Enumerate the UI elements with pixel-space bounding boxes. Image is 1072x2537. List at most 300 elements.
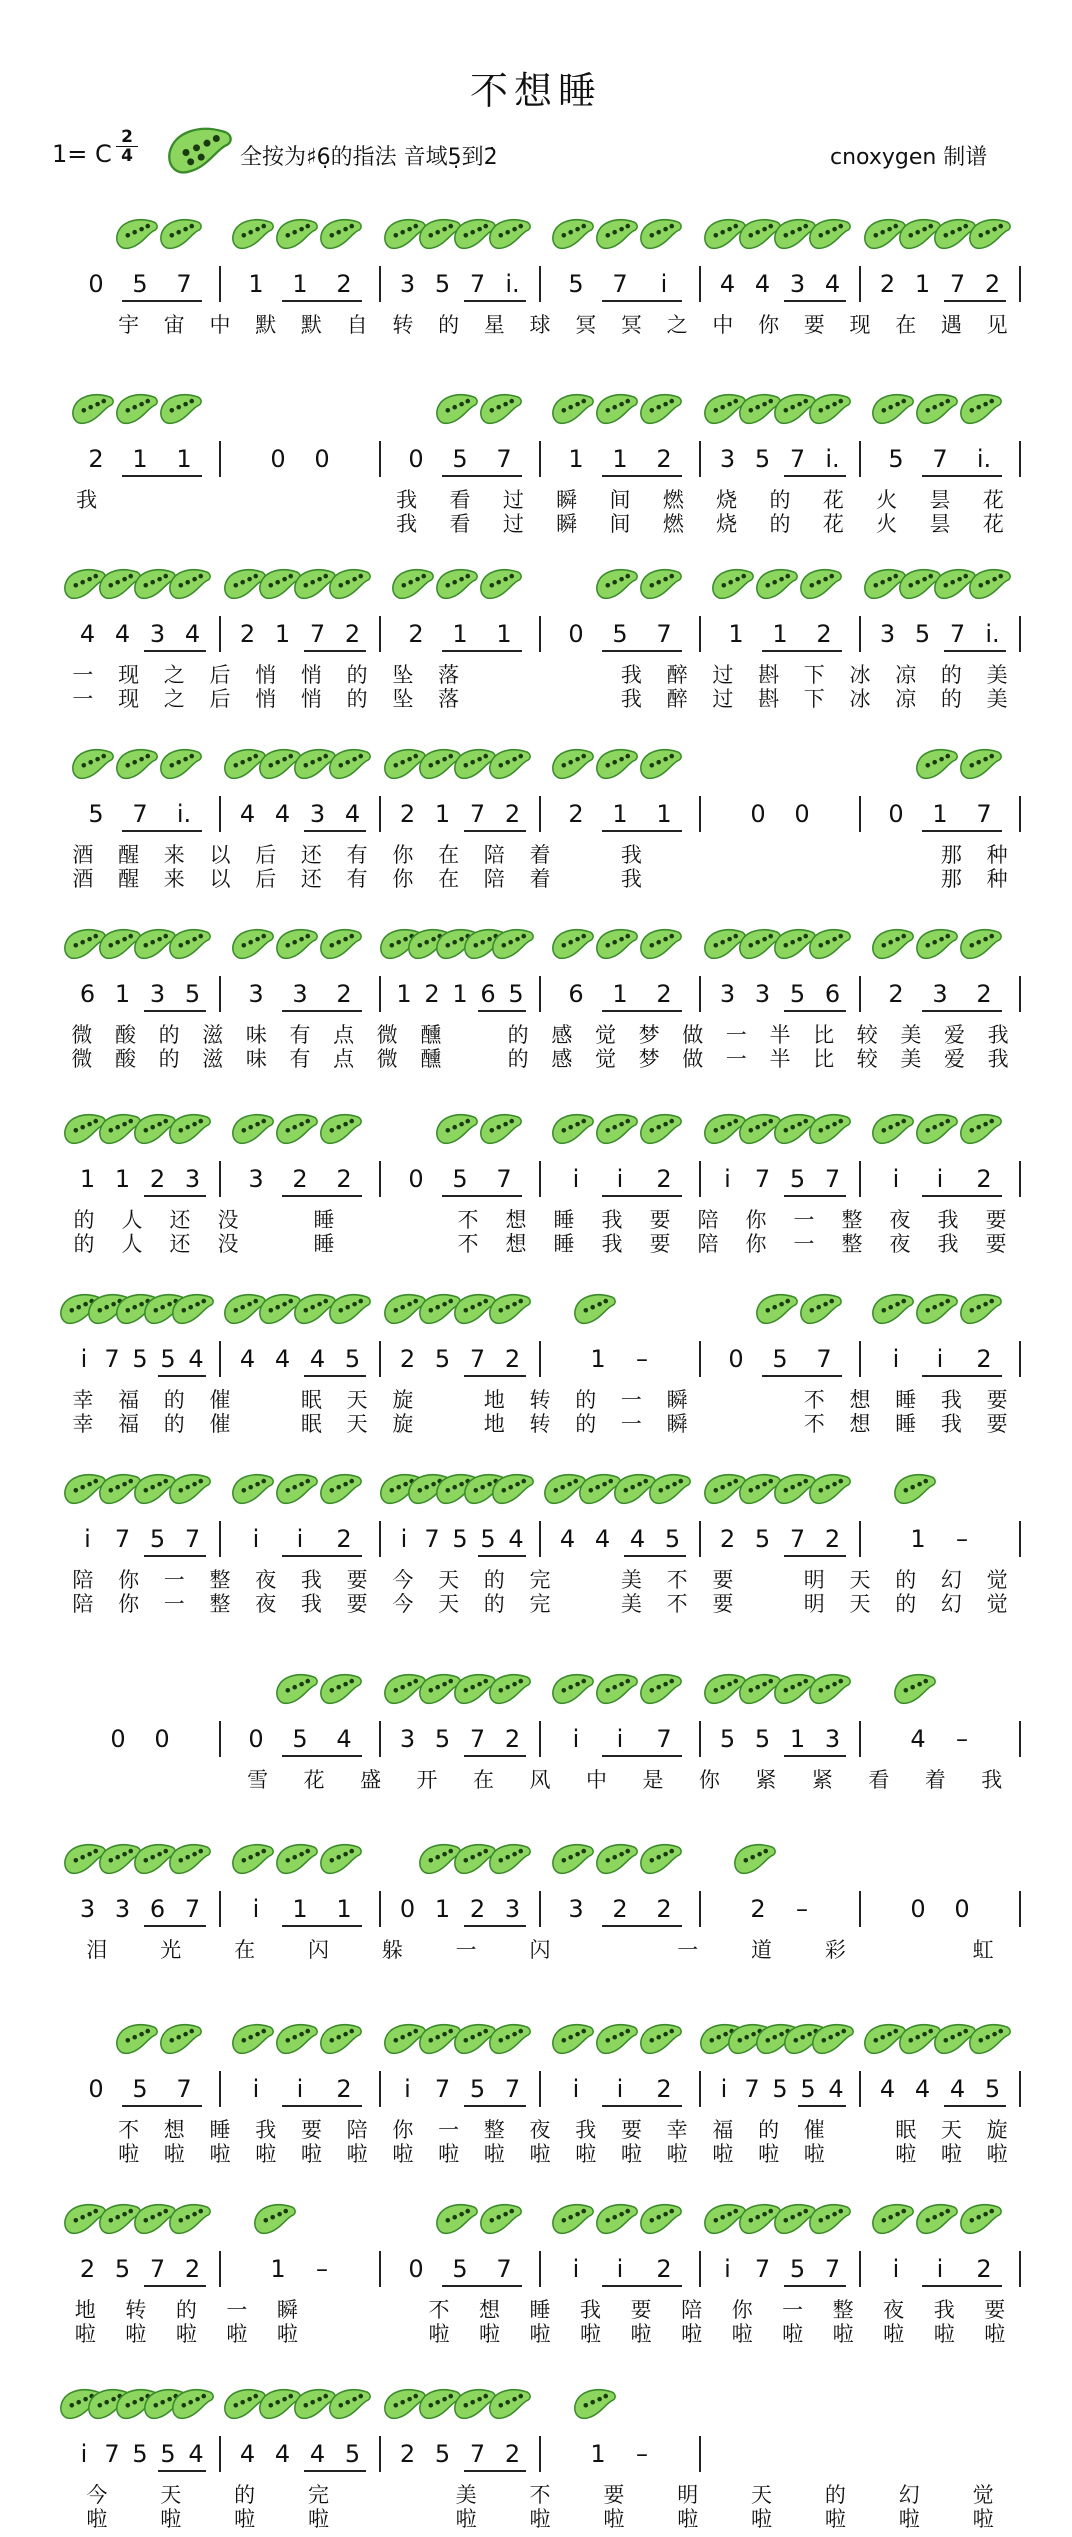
note: 2 [504, 800, 521, 828]
note: 7 [932, 445, 948, 473]
lyric-line-1: 默 [255, 313, 277, 337]
note: 4 [828, 2075, 844, 2103]
ocarina-icon [327, 1285, 373, 1331]
lyric-line-1: 一 [72, 663, 94, 687]
note: 4 [239, 800, 256, 828]
note: 2 [88, 445, 104, 473]
score-row [0, 1825, 1072, 1985]
note: 2 [504, 1725, 521, 1753]
ocarina-icon [165, 118, 235, 180]
lyric-line-1: 球 [529, 313, 551, 337]
note: 7 [496, 2255, 512, 2283]
note: 1 [612, 980, 628, 1008]
beam-line [922, 475, 1002, 477]
lyric-line-1: 虹 [972, 1938, 994, 1962]
lyric-line-1: 要 [985, 1208, 1007, 1232]
lyric-line-1: 花 [822, 488, 844, 512]
lyric-line-2: 啦 [575, 2142, 597, 2166]
lyric-line-1: 要 [986, 1388, 1008, 1412]
lyric-line-1: 着 [924, 1768, 946, 1792]
ocarina-icon [550, 1665, 596, 1711]
lyric-line-1: 眠 [895, 2118, 917, 2142]
lyric-line-1: 要 [603, 2483, 625, 2507]
page-title: 不想睡 [469, 69, 602, 113]
lyric-line-2: 啦 [209, 2142, 231, 2166]
note: 7 [114, 1525, 131, 1553]
beam-line [602, 830, 682, 832]
note: 2 [656, 1165, 672, 1193]
beam-line [602, 1195, 682, 1197]
ocarina-icon [807, 1105, 853, 1151]
ocarina-icon [167, 2195, 213, 2241]
note: i [80, 1345, 88, 1373]
note: 7 [469, 1725, 486, 1753]
barline [539, 1341, 541, 1377]
lyric-line-1: 凉 [895, 663, 917, 687]
note: 3 [184, 1165, 201, 1193]
note: 5 [184, 980, 201, 1008]
ocarina-icon [914, 2195, 960, 2241]
note: 7 [656, 1725, 672, 1753]
lyric-line-1: 冥 [620, 313, 642, 337]
note: 5 [789, 1165, 806, 1193]
lyric-line-1: 有 [289, 1023, 311, 1047]
note: 4 [879, 2075, 896, 2103]
note: 7 [104, 1345, 120, 1373]
lyric-line-2: 啦 [824, 2507, 846, 2531]
note: 5 [434, 1345, 451, 1373]
lyric-line-2: 啦 [712, 2142, 734, 2166]
note: 3 [719, 980, 736, 1008]
lyric-line-1: 之 [163, 663, 185, 687]
note: 3 [719, 445, 736, 473]
note: 1 [590, 1345, 606, 1373]
beam-line [282, 1010, 362, 1012]
beam-line [784, 2285, 846, 2287]
note: 3 [824, 1725, 841, 1753]
lyric-line-1: 醒 [118, 843, 140, 867]
key-signature: 1= C [52, 140, 112, 168]
ocarina-icon [170, 2380, 216, 2426]
lyric-line-1: 还 [300, 843, 322, 867]
ocarina-icon [318, 210, 364, 256]
ocarina-icon [167, 920, 213, 966]
note: 1 [932, 800, 948, 828]
note: 0 [270, 445, 286, 473]
lyric-line-2: 啦 [972, 2507, 994, 2531]
lyric-line-1: 我 [575, 2118, 597, 2142]
note: 3 [789, 270, 806, 298]
beam-line [464, 1755, 526, 1757]
beam-line [304, 1375, 366, 1377]
lyric-line-1: 我 [620, 663, 642, 687]
barline [219, 266, 221, 302]
beam-line [784, 475, 846, 477]
lyric-line-1: 我 [940, 1388, 962, 1412]
note: 3 [79, 1895, 96, 1923]
score-row [0, 375, 1072, 535]
barline [859, 1891, 861, 1927]
lyric-line-1: 整 [841, 1208, 863, 1232]
lyric-line-1: 不 [803, 1388, 825, 1412]
lyric-line-2: 味 [245, 1047, 267, 1071]
ocarina-icon [958, 1285, 1004, 1331]
ocarina-icon [478, 560, 524, 606]
ocarina-icon [390, 560, 436, 606]
beam-line [282, 1195, 362, 1197]
lyric-line-2: 有 [289, 1047, 311, 1071]
lyric-line-2: 一 [163, 1592, 185, 1616]
note: 1 [496, 620, 512, 648]
lyric-line-2: 陪 [72, 1592, 94, 1616]
note: 2 [816, 620, 832, 648]
ocarina-icon [870, 1285, 916, 1331]
note: 4 [274, 800, 291, 828]
note: i [616, 2075, 624, 2103]
lyric-line-1: 燃 [662, 488, 684, 512]
lyric-line-1: 今 [86, 2483, 108, 2507]
lyric-line-1: 后 [209, 663, 231, 687]
ocarina-icon [478, 1105, 524, 1151]
ocarina-icon [638, 740, 684, 786]
lyric-line-1: 紧 [811, 1768, 833, 1792]
note: 6 [568, 980, 584, 1008]
note: 7 [469, 2440, 486, 2468]
lyric-line-1: 你 [392, 2118, 414, 2142]
ocarina-icon [318, 1665, 364, 1711]
barline [699, 976, 701, 1012]
note: 0 [88, 2075, 104, 2103]
lyric-line-1: 明 [803, 1568, 825, 1592]
ocarina-icon [550, 1835, 596, 1881]
lyric-line-2: 啦 [677, 2507, 699, 2531]
barline [379, 266, 381, 302]
note: 0 [750, 800, 766, 828]
ocarina-icon [798, 1285, 844, 1331]
note: 4 [274, 2440, 291, 2468]
ocarina-icon [114, 740, 160, 786]
note: 2 [149, 1165, 166, 1193]
lyric-line-2: 昙 [929, 512, 951, 536]
note: 1 [452, 620, 468, 648]
beam-line [122, 830, 202, 832]
barline [219, 2071, 221, 2107]
note: 5 [719, 1725, 736, 1753]
lyric-line-1: 现 [849, 313, 871, 337]
lyric-line-2: 美 [900, 1047, 922, 1071]
note: 4 [336, 1725, 352, 1753]
note: i [80, 2440, 88, 2468]
lyric-line-1: 幻 [940, 1568, 962, 1592]
note: 1 [590, 2440, 606, 2468]
note: 3 [248, 980, 264, 1008]
ocarina-icon [114, 210, 160, 256]
note: 2 [976, 1165, 992, 1193]
credit: cnoxygen 制谱 [830, 145, 988, 170]
note: – [956, 1725, 968, 1753]
barline [219, 2251, 221, 2287]
ocarina-icon [870, 2195, 916, 2241]
note: 7 [824, 1165, 841, 1193]
score-row [0, 910, 1072, 1070]
lyric-line-2: 觉 [594, 1047, 616, 1071]
lyric-line-1: 盛 [360, 1768, 382, 1792]
barline [539, 2436, 541, 2472]
note: 5 [132, 2440, 148, 2468]
barline [699, 2251, 701, 2287]
lyric-line-2: 陪 [697, 1232, 719, 1256]
barline [699, 1341, 701, 1377]
lyric-line-2: 看 [449, 512, 471, 536]
lyric-line-2: 感 [551, 1047, 573, 1071]
ocarina-icon [252, 2195, 298, 2241]
lyric-line-1: 转 [529, 1388, 551, 1412]
lyric-line-1: 一 [793, 1208, 815, 1232]
note: – [636, 1345, 648, 1373]
note: 0 [954, 1895, 970, 1923]
ocarina-icon [70, 385, 116, 431]
barline [699, 266, 701, 302]
lyric-line-1: 在 [234, 1938, 256, 1962]
lyric-line-1: 一 [163, 1568, 185, 1592]
lyric-line-2: 想 [505, 1232, 527, 1256]
beam-line [478, 1010, 526, 1012]
lyric-line-1: 觉 [594, 1023, 616, 1047]
note: 2 [344, 620, 361, 648]
lyric-line-1: 想 [478, 2298, 500, 2322]
lyric-line-2: 啦 [74, 2322, 96, 2346]
lyric-line-1: 间 [609, 488, 631, 512]
lyric-line-2: 以 [209, 867, 231, 891]
beam-line [602, 1010, 682, 1012]
note: 7 [104, 2440, 120, 2468]
note: 2 [184, 2255, 201, 2283]
barline [539, 796, 541, 832]
note: 1 [79, 1165, 96, 1193]
lyric-line-2: 悄 [255, 687, 277, 711]
lyric-line-1: 转 [125, 2298, 147, 2322]
lyric-line-1: 睡 [895, 1388, 917, 1412]
beam-line [624, 1555, 686, 1557]
lyric-line-2: 烧 [716, 512, 738, 536]
lyric-line-1: 不 [529, 2483, 551, 2507]
lyric-line-1: 点 [333, 1023, 355, 1047]
note: 1 [612, 445, 628, 473]
lyric-line-2: 有 [346, 867, 368, 891]
beam-line [442, 2285, 522, 2287]
lyric-line-1: 地 [74, 2298, 96, 2322]
beam-line [922, 1010, 1002, 1012]
ocarina-icon [870, 920, 916, 966]
lyric-line-1: 睡 [313, 1208, 335, 1232]
barline [219, 616, 221, 652]
lyric-line-1: 觉 [986, 1568, 1008, 1592]
note: 5 [132, 2075, 148, 2103]
lyric-line-1: 微 [376, 1023, 398, 1047]
lyric-line-1: 福 [712, 2118, 734, 2142]
barline [539, 266, 541, 302]
lyric-line-1: 遇 [940, 313, 962, 337]
ocarina-icon [490, 920, 536, 966]
note: 0 [399, 1895, 416, 1923]
lyric-line-2: 一 [793, 1232, 815, 1256]
lyric-line-2: 你 [392, 867, 414, 891]
beam-line [762, 1375, 842, 1377]
note: 1 [656, 800, 672, 828]
barline [859, 2071, 861, 2107]
note: 0 [110, 1725, 126, 1753]
note: 0 [408, 445, 424, 473]
lyric-line-1: 中 [209, 313, 231, 337]
note: 1 [910, 1525, 926, 1553]
note: 5 [452, 1525, 468, 1553]
ocarina-icon [594, 1665, 640, 1711]
beam-line [442, 1195, 522, 1197]
lyric-line-1: 不 [457, 1208, 479, 1232]
ocarina-icon [487, 210, 533, 256]
lyric-line-2: 微 [376, 1047, 398, 1071]
lyric-line-1: 美 [620, 1568, 642, 1592]
lyric-line-1: 天 [438, 1568, 460, 1592]
lyric-line-2: 微 [71, 1047, 93, 1071]
lyric-line-1: 我 [981, 1768, 1003, 1792]
lyric-line-1: 看 [449, 488, 471, 512]
barline [539, 1161, 541, 1197]
lyric-line-2: 啦 [163, 2142, 185, 2166]
note: 6 [79, 980, 96, 1008]
lyric-line-2: 啦 [255, 2142, 277, 2166]
ocarina-icon [230, 210, 276, 256]
beam-line [922, 1375, 1002, 1377]
note: 5 [754, 445, 771, 473]
beam-line [464, 830, 526, 832]
lyric-line-1: 瞬 [666, 1388, 688, 1412]
note: 2 [504, 2440, 521, 2468]
beam-line [464, 1925, 526, 1927]
lyric-line-2: 的 [163, 1412, 185, 1436]
ocarina-icon [594, 560, 640, 606]
note: 2 [888, 980, 904, 1008]
note: i [400, 1525, 408, 1553]
note: 5 [664, 1525, 681, 1553]
score-row [0, 730, 1072, 890]
note: 2 [976, 980, 992, 1008]
lyric-line-2: 啦 [428, 2322, 450, 2346]
beam-line [762, 650, 842, 652]
note: 1 [270, 2255, 286, 2283]
ocarina-icon [638, 1665, 684, 1711]
lyric-line-2: 要 [346, 1592, 368, 1616]
barline [859, 976, 861, 1012]
lyric-line-1: 觉 [972, 2483, 994, 2507]
note: 7 [469, 800, 486, 828]
note: 5 [344, 1345, 361, 1373]
ocarina-icon [230, 1465, 276, 1511]
note: 3 [879, 620, 896, 648]
note: 2 [879, 270, 896, 298]
barline [379, 2251, 381, 2287]
lyric-line-1: 转 [392, 313, 414, 337]
time-signature [116, 128, 138, 165]
meter-bottom: 4 [116, 146, 138, 165]
lyric-line-2: 啦 [580, 2322, 602, 2346]
lyric-line-1: 我 [937, 1208, 959, 1232]
beam-line [122, 2105, 202, 2107]
lyric-line-2: 冰 [849, 687, 871, 711]
lyric-line-2: 天 [849, 1592, 871, 1616]
lyric-line-2: 的 [158, 1047, 180, 1071]
barline [379, 441, 381, 477]
lyric-line-1: 爱 [944, 1023, 966, 1047]
lyric-line-1: 味 [245, 1023, 267, 1047]
note: 7 [504, 2075, 521, 2103]
lyric-line-1: 你 [731, 2298, 753, 2322]
note: 3 [399, 1725, 416, 1753]
lyric-line-2: 过 [712, 687, 734, 711]
lyric-line-2: 的 [73, 1232, 95, 1256]
lyric-line-1: 的 [346, 663, 368, 687]
barline [1019, 1161, 1021, 1197]
ocarina-icon [158, 210, 204, 256]
barline [219, 1521, 221, 1557]
note: 7 [612, 270, 628, 298]
ocarina-icon [167, 1835, 213, 1881]
note: 1 [274, 620, 291, 648]
lyric-line-1: 滋 [202, 1023, 224, 1047]
lyric-line-2: 完 [529, 1592, 551, 1616]
barline [1019, 2251, 1021, 2287]
note: 1 [789, 1725, 806, 1753]
lyric-line-2: 啦 [483, 2142, 505, 2166]
beam-line [784, 300, 846, 302]
ocarina-icon [158, 385, 204, 431]
lyric-line-1: 想 [163, 2118, 185, 2142]
note: i [252, 1895, 260, 1923]
lyric-line-1: 默 [300, 313, 322, 337]
lyric-line-2: 啦 [782, 2322, 804, 2346]
score-row [0, 1455, 1072, 1615]
beam-line [282, 2105, 362, 2107]
lyric-line-1: 不 [118, 2118, 140, 2142]
note: 7 [469, 270, 486, 298]
lyric-line-2: 旋 [392, 1412, 414, 1436]
lyric-line-2: 醒 [118, 867, 140, 891]
barline [1019, 2071, 1021, 2107]
lyric-line-2: 美 [986, 687, 1008, 711]
note: 4 [79, 620, 96, 648]
lyric-line-1: 一 [677, 1938, 699, 1962]
beam-line [442, 650, 522, 652]
lyric-line-2: 的 [940, 687, 962, 711]
lyric-line-2: 后 [209, 687, 231, 711]
note: 4 [239, 2440, 256, 2468]
note: 3 [754, 980, 771, 1008]
lyric-line-1: 福 [118, 1388, 140, 1412]
lyric-line-1: 酸 [114, 1023, 136, 1047]
lyric-line-1: 夜 [889, 1208, 911, 1232]
lyric-line-1: 整 [483, 2118, 505, 2142]
lyric-line-1: 我 [601, 1208, 623, 1232]
note: 5 [508, 980, 524, 1008]
note: i [296, 2075, 304, 2103]
lyric-line-2: 地 [483, 1412, 505, 1436]
ocarina-icon [914, 1285, 960, 1331]
note: 5 [434, 2440, 451, 2468]
lyric-line-1: 旋 [986, 2118, 1008, 2142]
note: 7 [949, 620, 966, 648]
barline [1019, 1721, 1021, 1757]
note: i [892, 1345, 900, 1373]
